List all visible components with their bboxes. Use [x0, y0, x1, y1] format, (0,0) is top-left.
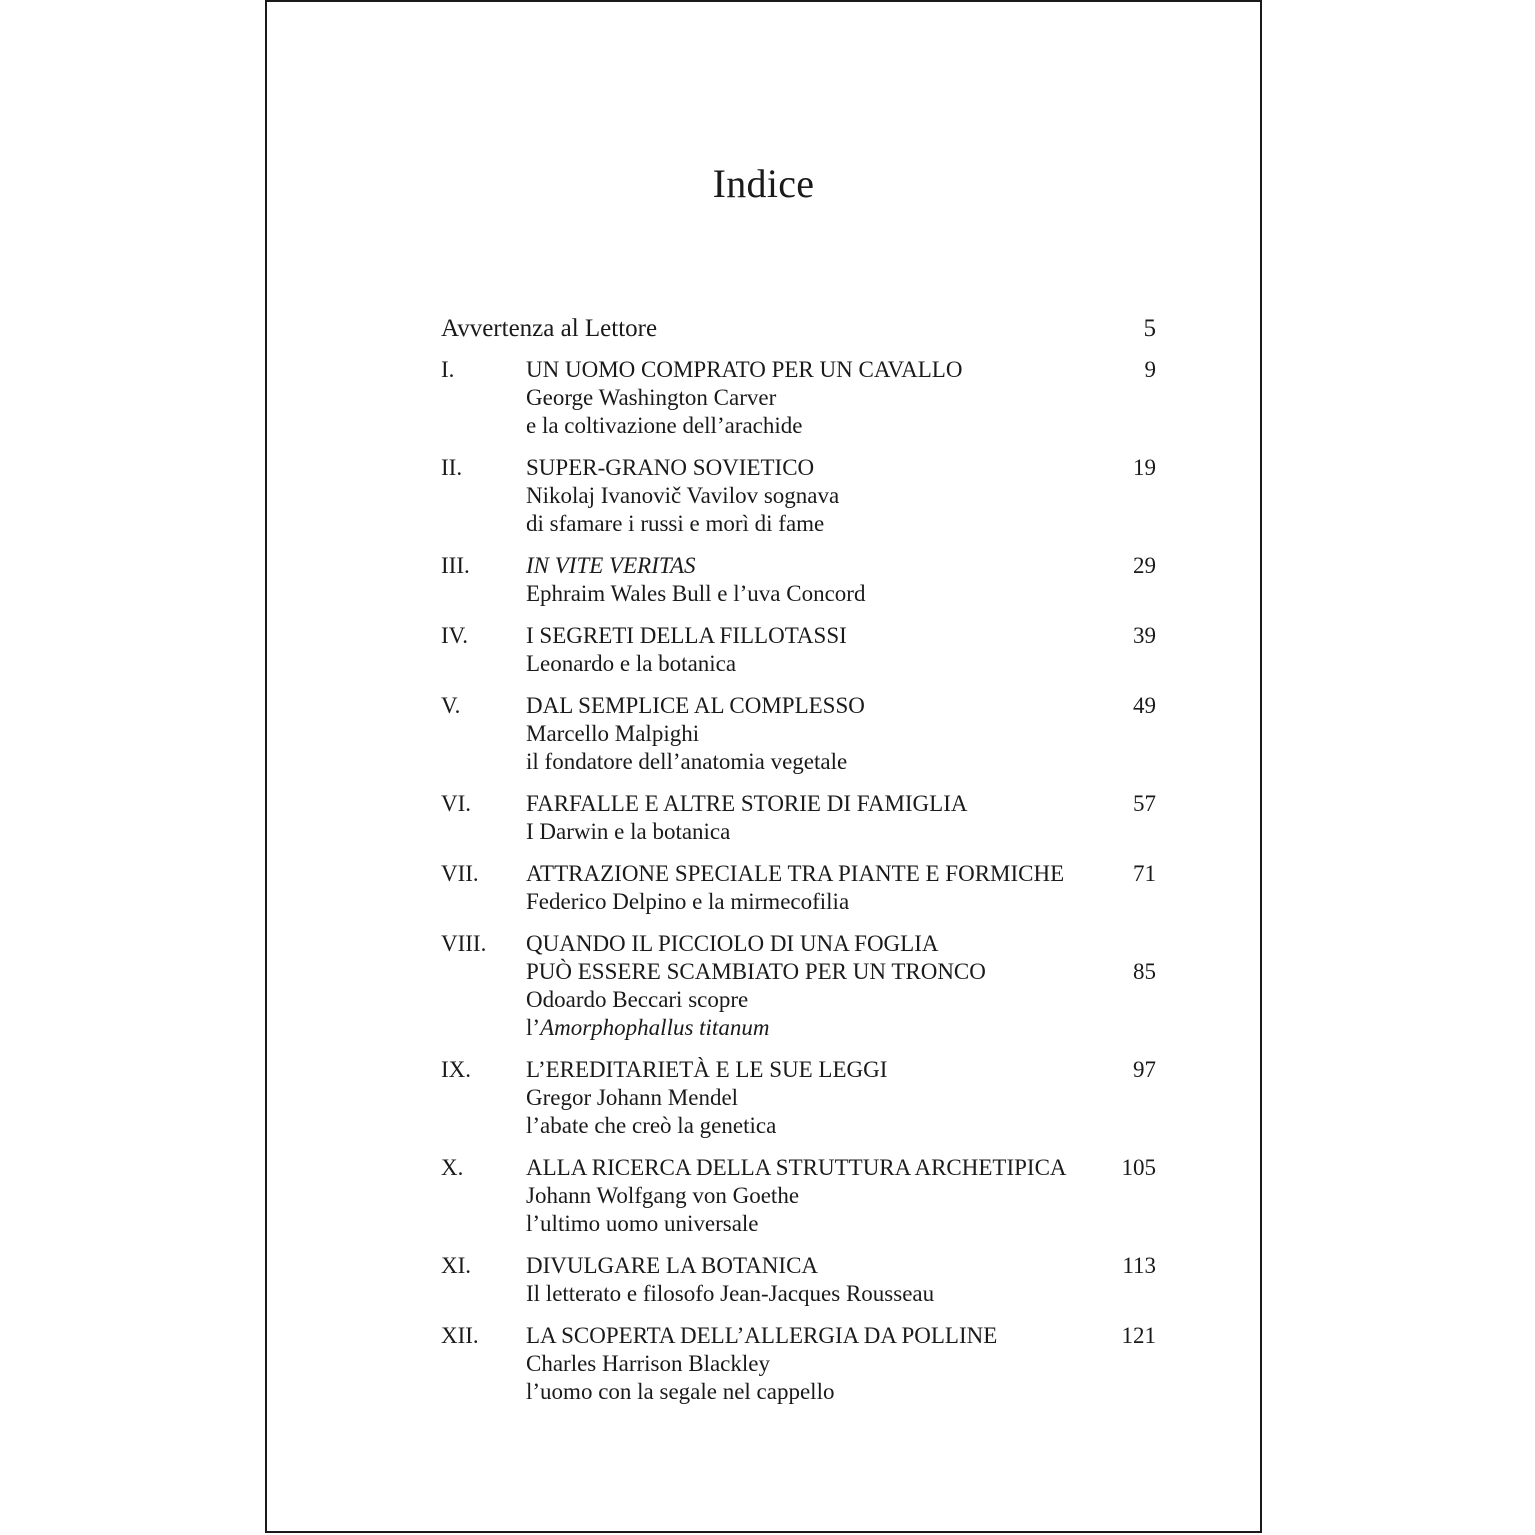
- chapter-subtitle: Gregor Johann Mendel: [526, 1085, 739, 1110]
- page-number: 71: [1133, 861, 1156, 886]
- toc-entry: [441, 1154, 1181, 1238]
- chapter-number: III.: [441, 553, 470, 578]
- toc-entry: [441, 790, 1181, 846]
- page-number: 57: [1133, 791, 1156, 816]
- chapter-subtitle: Odoardo Beccari scopre: [526, 987, 749, 1012]
- chapter-subtitle: di sfamare i russi e morì di fame: [526, 511, 825, 536]
- chapter-text: [526, 790, 1151, 846]
- chapter-number: VII.: [441, 861, 479, 886]
- toc-entry: [441, 930, 1181, 1042]
- chapter-title: L’EREDITARIETÀ E LE SUE LEGGI: [526, 1057, 888, 1082]
- chapter-title: ATTRAZIONE SPECIALE TRA PIANTE E FORMICHE: [526, 861, 1065, 886]
- chapter-number: I.: [441, 357, 455, 382]
- chapter-subtitle: George Washington Carver: [526, 385, 777, 410]
- table-of-contents: [441, 314, 1181, 1420]
- chapter-number: XI.: [441, 1253, 472, 1278]
- chapter-number: IX.: [441, 1057, 472, 1082]
- chapter-subtitle: Nikolaj Ivanovič Vavilov sognava: [526, 483, 840, 508]
- chapter-number: X.: [441, 1155, 464, 1180]
- toc-entry: [441, 356, 1181, 440]
- chapter-subtitle: Leonardo e la botanica: [526, 651, 737, 676]
- chapter-title: DAL SEMPLICE AL COMPLESSO: [526, 693, 865, 718]
- page-number: 85: [1133, 959, 1156, 984]
- toc-entry: [441, 692, 1181, 776]
- book-page: [265, 0, 1262, 1533]
- chapter-subtitle: Johann Wolfgang von Goethe: [526, 1183, 800, 1208]
- toc-entry: [441, 552, 1181, 608]
- chapter-subtitle: Marcello Malpighi: [526, 721, 700, 746]
- chapter-text: [526, 1154, 1151, 1238]
- chapter-subtitle: l’Amorphophallus titanum: [526, 1015, 770, 1040]
- chapter-text: [526, 454, 1151, 538]
- chapter-number: V.: [441, 693, 461, 718]
- chapter-number: XII.: [441, 1323, 479, 1348]
- chapter-title: FARFALLE E ALTRE STORIE DI FAMIGLIA: [526, 791, 968, 816]
- chapter-text: [526, 1252, 1151, 1308]
- toc-entry: [441, 454, 1181, 538]
- chapter-title: SUPER-GRANO SOVIETICO: [526, 455, 815, 480]
- page-number: 39: [1133, 623, 1156, 648]
- page-number: 9: [1144, 357, 1156, 382]
- chapter-title: DIVULGARE LA BOTANICA: [526, 1253, 819, 1278]
- chapter-subtitle: l’abate che creò la genetica: [526, 1113, 777, 1138]
- page-number: 19: [1133, 455, 1156, 480]
- chapter-text: [526, 622, 1151, 678]
- toc-front-page: 5: [1143, 315, 1156, 342]
- chapter-text: [526, 356, 1151, 440]
- chapter-number: II.: [441, 455, 463, 480]
- chapter-title: LA SCOPERTA DELL’ALLERGIA DA POLLINE: [526, 1323, 998, 1348]
- chapter-title: UN UOMO COMPRATO PER UN CAVALLO: [526, 357, 963, 382]
- chapter-title: PUÒ ESSERE SCAMBIATO PER UN TRONCO: [526, 959, 986, 984]
- chapter-text: [526, 692, 1151, 776]
- chapter-subtitle: e la coltivazione dell’arachide: [526, 413, 803, 438]
- chapter-text: [526, 860, 1151, 916]
- chapter-subtitle: Il letterato e filosofo Jean-Jacques Rousseau: [526, 1281, 935, 1306]
- chapter-subtitle: l’ultimo uomo universale: [526, 1211, 759, 1236]
- page-number: 105: [1121, 1155, 1156, 1180]
- page-number: 29: [1133, 553, 1156, 578]
- toc-entry: [441, 860, 1181, 916]
- page-number: 97: [1133, 1057, 1156, 1082]
- chapter-number: VI.: [441, 791, 472, 816]
- chapter-subtitle: Ephraim Wales Bull e l’uva Concord: [526, 581, 866, 606]
- toc-entry: [441, 1252, 1181, 1308]
- chapter-text: [526, 930, 1151, 1042]
- toc-entry: [441, 1322, 1181, 1406]
- toc-front-entry: [441, 314, 1181, 344]
- chapter-subtitle: Federico Delpino e la mirmecofilia: [526, 889, 850, 914]
- page-number: 49: [1133, 693, 1156, 718]
- toc-entry: [441, 1056, 1181, 1140]
- chapter-title: QUANDO IL PICCIOLO DI UNA FOGLIA: [526, 931, 939, 956]
- chapter-title: ALLA RICERCA DELLA STRUTTURA ARCHETIPICA: [526, 1155, 1067, 1180]
- chapter-title: I SEGRETI DELLA FILLOTASSI: [526, 623, 847, 648]
- page-number: 121: [1121, 1323, 1156, 1348]
- chapter-title: IN VITE VERITAS: [526, 553, 696, 578]
- chapter-number: IV.: [441, 623, 469, 648]
- chapter-subtitle: il fondatore dell’anatomia vegetale: [526, 749, 848, 774]
- chapter-subtitle: I Darwin e la botanica: [526, 819, 731, 844]
- chapter-subtitle: Charles Harrison Blackley: [526, 1351, 770, 1376]
- chapter-subtitle: l’uomo con la segale nel cappello: [526, 1379, 835, 1404]
- chapter-number: VIII.: [441, 931, 487, 956]
- page-number: 113: [1122, 1253, 1156, 1278]
- page-title: Indice: [712, 161, 815, 206]
- chapter-text: [526, 1322, 1151, 1406]
- toc-entries: [441, 356, 1181, 1406]
- chapter-text: [526, 552, 1151, 608]
- toc-front-label: Avvertenza al Lettore: [441, 315, 658, 342]
- toc-entry: [441, 622, 1181, 678]
- chapter-text: [526, 1056, 1151, 1140]
